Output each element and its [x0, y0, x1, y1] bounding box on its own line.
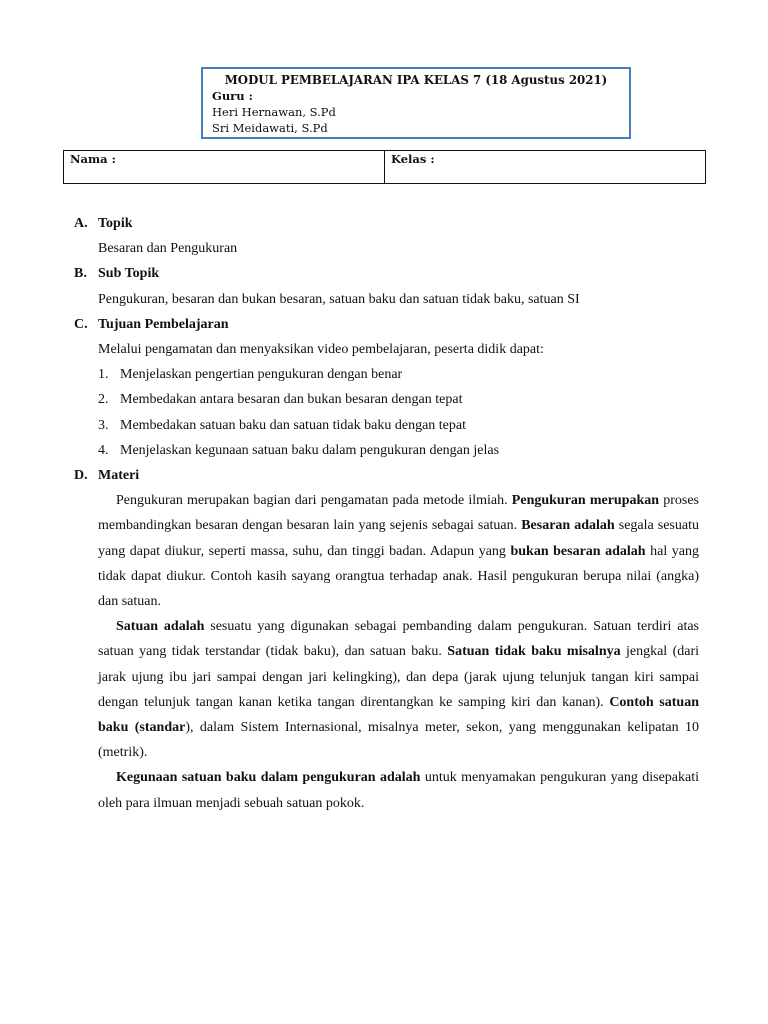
section-a-letter: A. — [74, 216, 88, 231]
section-b-heading — [74, 261, 699, 286]
section-d-letter: D. — [74, 468, 88, 484]
teacher-name-2: Sri Meidawati, S.Pd — [212, 121, 328, 135]
section-a-title: Topik — [98, 216, 133, 231]
objective-number: 2. — [98, 392, 109, 408]
objective-text: Menjelaskan pengertian pengukuran dengan benar — [120, 367, 403, 383]
p1-bold-2: Besaran adalah — [521, 518, 615, 534]
module-content — [74, 211, 699, 816]
section-a-body: Besaran dan Pengukuran — [98, 241, 238, 257]
objective-text: Menjelaskan kegunaan satuan baku dalam pengukuran dengan jelas — [120, 442, 500, 458]
p1-text-4: hal yang tidak dapat diukur. Contoh kasih sayang orangtua terhadap anak. Hasil pengukuran berupa nilai (angka) dan satuan. — [98, 543, 699, 610]
p1-bold-3: bukan besaran adalah — [510, 543, 646, 559]
objective-number: 3. — [98, 417, 109, 433]
section-d-title: Materi — [98, 468, 140, 484]
objective-text: Membedakan satuan baku dan satuan tidak baku dengan tepat — [120, 417, 466, 433]
materi-paragraph-1 — [74, 488, 699, 614]
objective-item — [74, 387, 699, 412]
p3-text-1: untuk menyamakan pengukuran yang disepakati oleh para ilmuan menjadi sebuah satuan pokok. — [98, 770, 700, 811]
objective-item — [74, 413, 699, 438]
section-c-heading — [74, 312, 699, 337]
p2-text-2: jengkal (dari jarak ujung ibu jari sampai dengan jari kelingking), dan depa (jarak ujung telunjuk tangan kiri sampai dengan telunjuk tangan kanan ketika tangan direntangkan ke samping kiri dan kanan). — [98, 644, 699, 710]
p2-text-3: ), dalam Sistem Internasional, misalnya meter, sekon, yang menggunakan kelipatan 10 (metrik). — [98, 720, 700, 761]
p2-bold-1: Satuan adalah — [116, 619, 205, 635]
objective-item — [74, 362, 699, 387]
p1-text-3: segala sesuatu yang dapat diukur, seperti massa, suhu, dan tinggi badan. Adapun yang — [98, 518, 699, 559]
objective-number: 4. — [98, 442, 109, 458]
nama-field[interactable]: Nama : — [64, 151, 385, 184]
module-title: MODUL PEMBELAJARAN IPA KELAS 7 (18 Agustus 2021) — [224, 73, 608, 87]
teacher-name-1: Heri Hernawan, S.Pd — [212, 105, 336, 119]
kelas-field[interactable]: Kelas : — [385, 151, 706, 184]
p2-text-1: sesuatu yang digunakan sebagai pembanding dalam pengukuran. Satuan terdiri atas satuan yang tidak terstandar (tidak baku), dan satuan baku. — [98, 619, 700, 660]
p3-bold-1: Kegunaan satuan baku dalam pengukuran adalah — [116, 770, 421, 786]
module-header-box — [201, 67, 631, 139]
materi-paragraph-2 — [74, 614, 699, 765]
p1-text-1: Pengukuran merupakan bagian dari pengamatan pada metode ilmiah. — [116, 493, 512, 509]
objective-item — [74, 438, 699, 463]
section-a-heading — [74, 211, 699, 236]
p2-bold-2: Satuan tidak baku misalnya — [447, 644, 621, 660]
guru-label: Guru : — [212, 89, 253, 103]
section-b-body: Pengukuran, besaran dan bukan besaran, satuan baku dan satuan tidak baku, satuan SI — [98, 291, 580, 307]
materi-paragraph-3 — [74, 765, 699, 815]
section-b-title: Sub Topik — [98, 266, 160, 282]
student-identity-table — [63, 150, 706, 184]
section-d-heading — [74, 463, 699, 488]
objective-text: Membedakan antara besaran dan bukan besaran dengan tepat — [120, 392, 463, 408]
section-c-title: Tujuan Pembelajaran — [98, 316, 229, 332]
p1-bold-1: Pengukuran merupakan — [511, 493, 660, 509]
section-b-letter: B. — [74, 266, 87, 282]
p2-bold-3: Contoh satuan baku (standar — [98, 694, 699, 736]
objective-number: 1. — [98, 367, 109, 383]
section-c-intro: Melalui pengamatan dan menyaksikan video pembelajaran, peserta didik dapat: — [98, 342, 544, 358]
p1-text-2: proses membandingkan besaran dengan besaran lain yang sejenis sebagai satuan. — [98, 493, 699, 534]
section-c-letter: C. — [74, 316, 88, 332]
